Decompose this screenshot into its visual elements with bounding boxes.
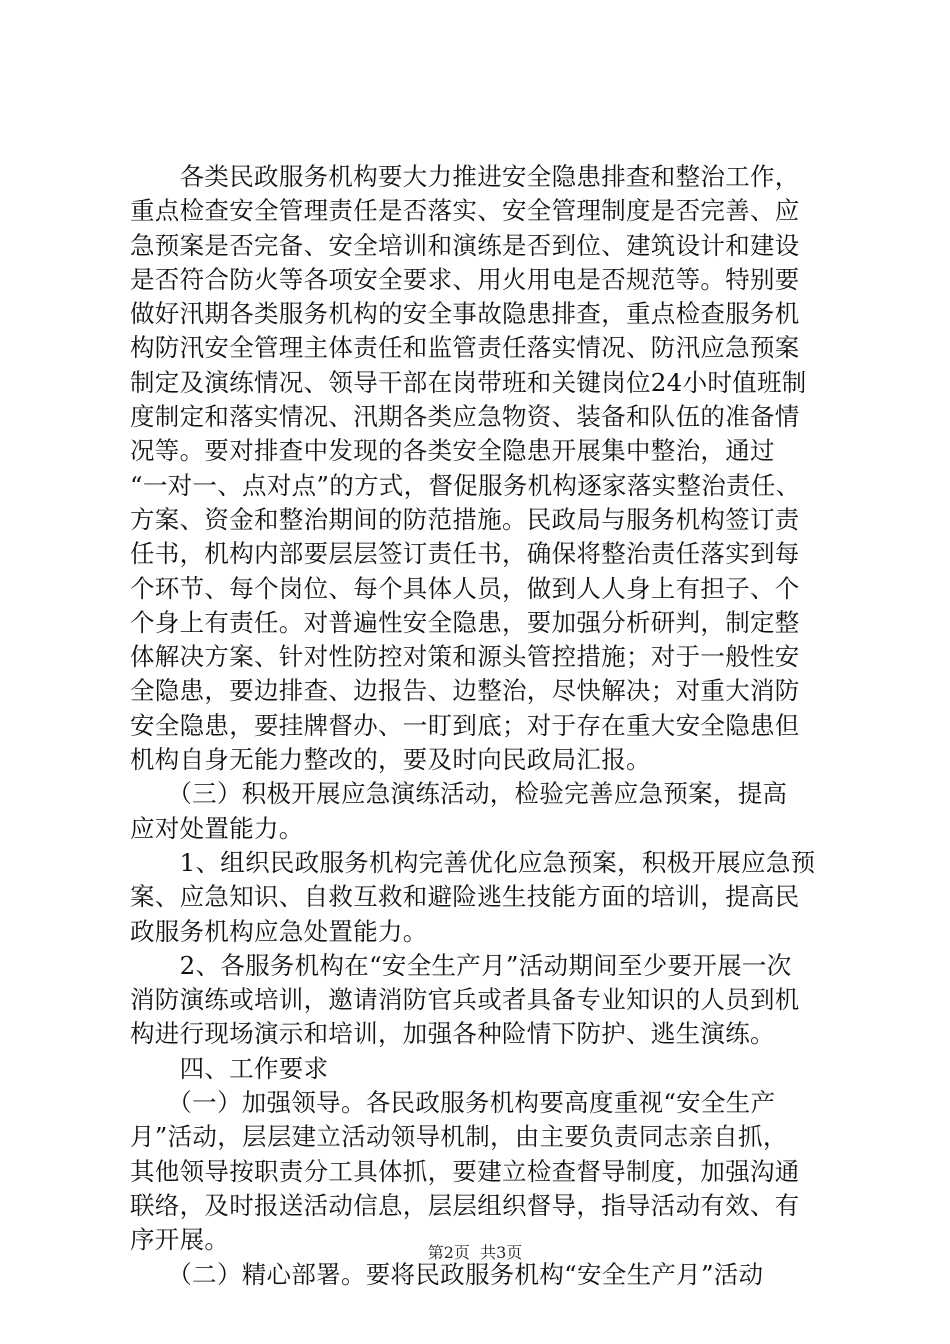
text-line: 应对处置能力。 xyxy=(130,813,304,843)
text-line: 1、组织民政服务机构完善优化应急预案，积极开展应急预 xyxy=(130,847,816,877)
text-line: 消防演练或培训，邀请消防官兵或者具备专业知识的人员到机 xyxy=(130,985,800,1015)
page-number-footer: 第2页 共3页 xyxy=(427,1243,523,1262)
text-line: 机构自身无能力整改的，要及时向民政局汇报。 xyxy=(130,745,651,775)
text-line: 是否符合防火等各项安全要求、用火用电是否规范等。特别要 xyxy=(130,264,800,294)
text-line: 全隐患，要边排查、边报告、边整治，尽快解决；对重大消防 xyxy=(130,676,800,706)
text-line: “一对一、点对点”的方式，督促服务机构逐家落实整治责任、 xyxy=(130,470,801,500)
text-line: 体解决方案、针对性防控对策和源头管控措施；对于一般性安 xyxy=(130,642,800,672)
text-line: 度制定和落实情况、汛期各类应急物资、装备和队伍的准备情 xyxy=(130,402,800,432)
text-line: 2、各服务机构在“安全生产月”活动期间至少要开展一次 xyxy=(130,950,792,980)
text-line: 政服务机构应急处置能力。 xyxy=(130,916,428,946)
text-line: 联络，及时报送活动信息，层层组织督导，指导活动有效、有 xyxy=(130,1190,800,1220)
section-heading-line: 四、工作要求 xyxy=(130,1053,329,1083)
text-line: 制定及演练情况、领导干部在岗带班和关键岗位24小时值班制 xyxy=(130,367,807,397)
text-line: 做好汛期各类服务机构的安全事故隐患排查，重点检查服务机 xyxy=(130,299,800,329)
document-body xyxy=(130,160,830,1292)
text-line: 况等。要对排查中发现的各类安全隐患开展集中整治，通过 xyxy=(130,436,775,466)
text-line: 各类民政服务机构要大力推进安全隐患排查和整治工作， xyxy=(130,162,800,191)
text-line: 序开展。 xyxy=(130,1225,230,1255)
text-line: （二）精心部署。要将民政服务机构“安全生产月”活动 xyxy=(130,1259,764,1289)
text-line: 个环节、每个岗位、每个具体人员，做到人人身上有担子、个 xyxy=(130,573,800,603)
text-line: 安全隐患，要挂牌督办、一盯到底；对于存在重大安全隐患但 xyxy=(130,710,800,740)
text-line: 构防汛安全管理主体责任和监管责任落实情况、防汛应急预案 xyxy=(130,333,800,363)
text-line: 案、应急知识、自救互救和避险逃生技能方面的培训，提高民 xyxy=(130,882,800,912)
text-line: 个身上有责任。对普遍性安全隐患，要加强分析研判，制定整 xyxy=(130,607,800,637)
text-line: 重点检查安全管理责任是否落实、安全管理制度是否完善、应 xyxy=(130,196,800,226)
text-line: 月”活动，层层建立活动领导机制，由主要负责同志亲自抓， xyxy=(130,1122,788,1152)
text-line: （一）加强领导。各民政服务机构要高度重视“安全生产 xyxy=(130,1088,776,1118)
text-line: 急预案是否完备、安全培训和演练是否到位、建筑设计和建设 xyxy=(130,230,800,260)
section-heading-line: （三）积极开展应急演练活动，检验完善应急预案，提高 xyxy=(130,779,788,809)
text-line: 方案、资金和整治期间的防范措施。民政局与服务机构签订责 xyxy=(130,504,800,534)
text-line: 其他领导按职责分工具体抓，要建立检查督导制度，加强沟通 xyxy=(130,1156,800,1186)
text-line: 任书，机构内部要层层签订责任书，确保将整治责任落实到每 xyxy=(130,539,800,569)
text-line: 构进行现场演示和培训，加强各种险情下防护、逃生演练。 xyxy=(130,1019,775,1049)
